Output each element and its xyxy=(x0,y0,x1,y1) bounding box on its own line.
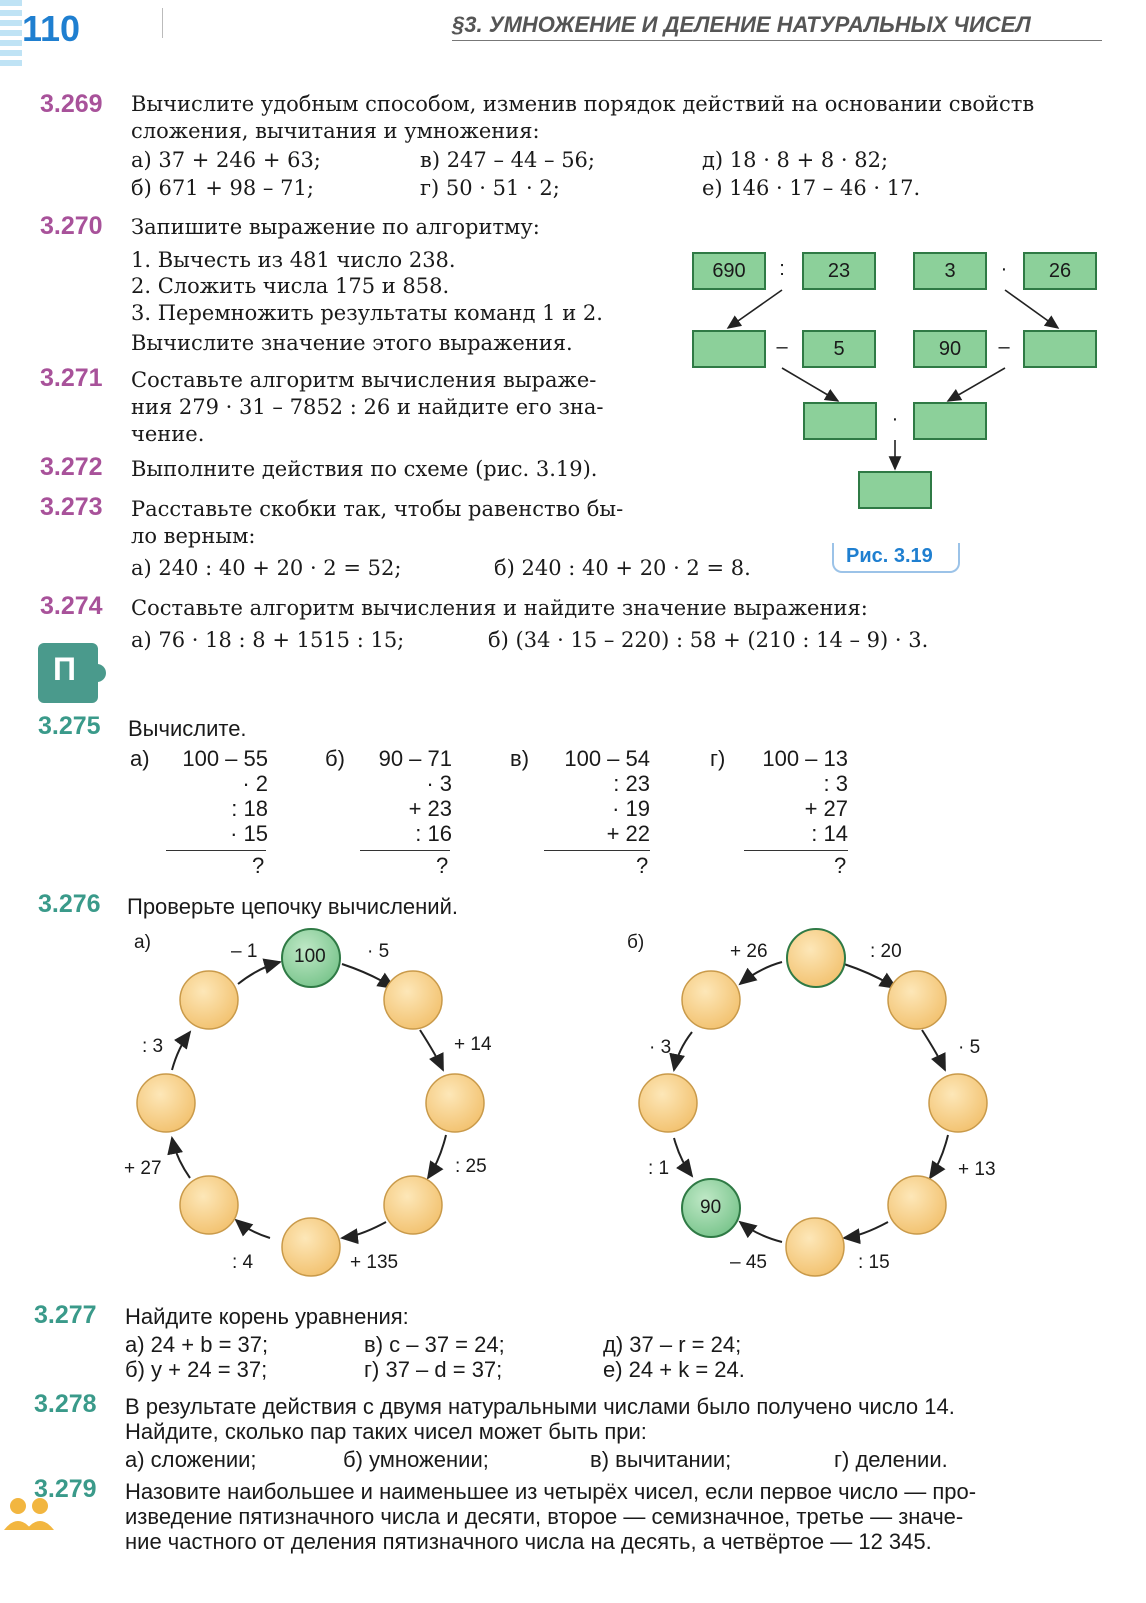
ring-op: · 3 xyxy=(649,1037,672,1058)
chain-op: · 3 xyxy=(426,771,452,796)
chain-start: 100 – 55 xyxy=(182,746,268,771)
chain-op: + 23 xyxy=(408,796,452,821)
chain-label: б) xyxy=(325,746,345,771)
chain-op: : 14 xyxy=(811,821,848,846)
figure-caption xyxy=(832,543,960,573)
task-item: а) сложении; xyxy=(125,1447,257,1472)
task-item: б) 240 : 40 + 20 · 2 = 8. xyxy=(494,556,751,580)
problem-text: ния 279 · 31 – 7852 : 26 и найдите его зна- xyxy=(131,395,604,419)
problem-text: Запишите выражение по алгоритму: xyxy=(131,215,540,239)
problem-number: 3.275 xyxy=(38,712,101,740)
problem-text: Назовите наибольшее и наименьшее из четырёх чисел, если первое число — про- xyxy=(125,1479,977,1504)
task-item: б) умножении; xyxy=(343,1447,489,1472)
algorithm-step: 2. Сложить числа 175 и 858. xyxy=(131,274,450,298)
chain-label: в) xyxy=(510,746,530,771)
scheme-box-empty xyxy=(1023,330,1097,368)
equation-item: е) 24 + k = 24. xyxy=(603,1357,745,1382)
scheme-operator: : xyxy=(779,258,785,280)
ring-label: а) xyxy=(134,932,151,953)
chain-op: : 16 xyxy=(415,821,452,846)
task-item: в) 247 – 44 – 56; xyxy=(420,148,595,172)
equation-item: д) 37 – r = 24; xyxy=(603,1332,742,1357)
ring-op: + 135 xyxy=(350,1252,399,1273)
scheme-result-box xyxy=(858,471,932,509)
task-item: г) 50 · 51 · 2; xyxy=(420,176,560,200)
chain-ops xyxy=(356,746,452,846)
task-item: е) 146 · 17 – 46 · 17. xyxy=(702,176,921,200)
scheme-operator: · xyxy=(891,408,899,430)
problem-number: 3.278 xyxy=(34,1390,97,1418)
ring-op: : 15 xyxy=(858,1252,890,1273)
problem-text: Проверьте цепочку вычислений. xyxy=(127,894,458,919)
scheme-arrows xyxy=(0,0,1146,600)
task-item: г) делении. xyxy=(834,1447,948,1472)
ring-op: – 1 xyxy=(231,941,258,962)
scheme-operator: · xyxy=(1000,258,1008,280)
scheme-operator: – xyxy=(998,336,1010,358)
problem-number: 3.270 xyxy=(40,212,103,240)
puzzle-badge-notch xyxy=(92,664,106,682)
task-item: а) 37 + 246 + 63; xyxy=(131,148,321,172)
ring-op: : 20 xyxy=(870,941,902,962)
equation-item: г) 37 – d = 37; xyxy=(364,1357,503,1382)
scheme-box: 26 xyxy=(1023,252,1097,290)
task-item: в) вычитании; xyxy=(590,1447,732,1472)
task-item: а) 76 · 18 : 8 + 1515 : 15; xyxy=(131,628,405,652)
chain-start: 100 – 54 xyxy=(564,746,650,771)
scheme-box: 23 xyxy=(802,252,876,290)
chain-start: 100 – 13 xyxy=(762,746,848,771)
algorithm-step: 3. Перемножить результаты команд 1 и 2. xyxy=(131,301,603,325)
ring-b-graphic xyxy=(612,920,992,1290)
problem-text: чение. xyxy=(131,422,205,446)
ring-op: · 5 xyxy=(958,1037,981,1058)
puzzle-badge-icon xyxy=(38,643,98,703)
ring-op: + 13 xyxy=(958,1159,996,1180)
problem-text: Выполните действия по схеме (рис. 3.19). xyxy=(131,457,598,481)
chain-op: · 2 xyxy=(242,771,268,796)
problem-number: 3.277 xyxy=(34,1301,97,1329)
problem-number: 3.274 xyxy=(40,592,103,620)
ring-op: + 26 xyxy=(730,941,768,962)
chain-result: ? xyxy=(436,853,449,878)
ring-op: : 4 xyxy=(232,1252,254,1273)
chain-rule xyxy=(744,850,848,851)
task-item: б) 671 + 98 – 71; xyxy=(131,176,314,200)
task-item: б) (34 · 15 – 220) : 58 + (210 : 14 – 9) · 3. xyxy=(488,628,929,652)
problem-text: Вычислите. xyxy=(128,716,247,741)
ring-a-graphic xyxy=(110,920,490,1290)
ring-op: + 27 xyxy=(124,1158,162,1179)
scheme-box-empty xyxy=(692,330,766,368)
scheme-box: 5 xyxy=(802,330,876,368)
problem-text: Найдите корень уравнения: xyxy=(125,1304,409,1329)
problem-text: ние частного от деления пятизначного числа на десять, а четвёртое — 12 345. xyxy=(125,1529,932,1554)
chain-rule xyxy=(360,850,450,851)
chain-result: ? xyxy=(636,853,649,878)
problem-number: 3.269 xyxy=(40,90,103,118)
ring-op: : 3 xyxy=(142,1036,164,1057)
problem-text: изведение пятизначного числа и десяти, второе — семизначное, третье — значе- xyxy=(125,1504,964,1529)
chain-label: а) xyxy=(130,746,150,771)
chain-ops xyxy=(742,746,848,846)
chain-op: · 15 xyxy=(230,821,268,846)
chain-ops xyxy=(162,746,268,846)
chain-ops xyxy=(542,746,650,846)
ring-op: + 14 xyxy=(454,1034,492,1055)
chain-result: ? xyxy=(834,853,847,878)
scheme-box-empty xyxy=(803,402,877,440)
problem-text: Составьте алгоритм вычисления выраже- xyxy=(131,368,597,392)
equation-item: в) c – 37 = 24; xyxy=(364,1332,505,1357)
task-item: д) 18 · 8 + 8 · 82; xyxy=(702,148,889,172)
chain-op: + 27 xyxy=(804,796,848,821)
chain-start: 90 – 71 xyxy=(378,746,452,771)
ring-start-value: 100 xyxy=(294,946,326,967)
equation-item: а) 24 + b = 37; xyxy=(125,1332,269,1357)
chain-op: + 22 xyxy=(606,821,650,846)
chain-rule xyxy=(166,850,266,851)
scheme-box: 90 xyxy=(913,330,987,368)
ring-op: · 5 xyxy=(367,941,390,962)
problem-text: Вычислите удобным способом, изменив порядок действий на основании свойств xyxy=(131,92,1035,116)
chain-result: ? xyxy=(252,853,265,878)
ring-op: – 45 xyxy=(730,1252,767,1273)
page-number: 110 xyxy=(22,8,81,49)
ring-op: : 1 xyxy=(648,1158,670,1179)
problem-text: В результате действия с двумя натуральными числами было получено число 14. xyxy=(125,1394,955,1419)
scheme-operator: – xyxy=(776,336,788,358)
scheme-box-empty xyxy=(913,402,987,440)
problem-text: Расставьте скобки так, чтобы равенство бы- xyxy=(131,497,624,521)
equation-item: б) y + 24 = 37; xyxy=(125,1357,268,1382)
ring-start-value: 90 xyxy=(700,1197,722,1218)
problem-text: Вычислите значение этого выражения. xyxy=(131,331,573,355)
problem-text: Составьте алгоритм вычисления и найдите значение выражения: xyxy=(131,596,868,620)
chain-label: г) xyxy=(710,746,726,771)
problem-number: 3.276 xyxy=(38,890,101,918)
badge-label: П xyxy=(53,651,76,687)
ring-op: : 25 xyxy=(455,1156,487,1177)
task-item: а) 240 : 40 + 20 · 2 = 52; xyxy=(131,556,402,580)
scheme-box: 690 xyxy=(692,252,766,290)
problem-number: 3.279 xyxy=(34,1475,97,1503)
chain-op: : 23 xyxy=(613,771,650,796)
chain-op: · 19 xyxy=(612,796,650,821)
problem-number: 3.273 xyxy=(40,493,103,521)
chain-op: : 18 xyxy=(231,796,268,821)
scheme-box: 3 xyxy=(913,252,987,290)
chain-op: : 3 xyxy=(823,771,848,796)
problem-text: ло верным: xyxy=(131,524,256,548)
problem-number: 3.271 xyxy=(40,364,103,392)
ring-label: б) xyxy=(627,932,645,953)
problem-text: Найдите, сколько пар таких чисел может быть при: xyxy=(125,1419,647,1444)
problem-number: 3.272 xyxy=(40,453,103,481)
chapter-title: §3. УМНОЖЕНИЕ И ДЕЛЕНИЕ НАТУРАЛЬНЫХ ЧИСЕЛ xyxy=(452,12,1031,37)
problem-text: сложения, вычитания и умножения: xyxy=(131,119,540,143)
chain-rule xyxy=(544,850,650,851)
figure-caption-text: Рис. 3.19 xyxy=(846,545,933,567)
algorithm-step: 1. Вычесть из 481 число 238. xyxy=(131,248,456,272)
